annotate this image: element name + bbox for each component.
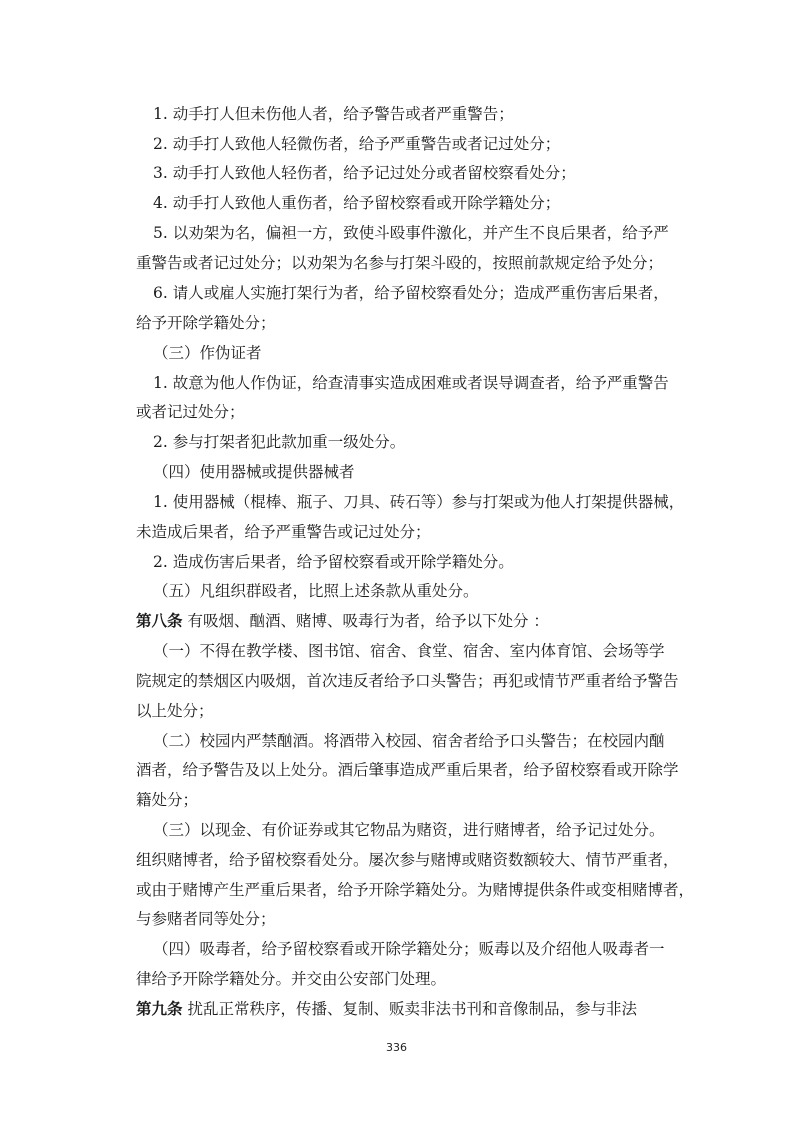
clause-line: （三）以现金、有价证券或其它物品为赌资，进行赌博者，给予记过处分。 xyxy=(153,821,665,839)
section-heading: （三）作伪证者 xyxy=(153,344,262,362)
page-number: 336 xyxy=(386,1041,407,1054)
section-heading: （四）使用器械或提供器械者 xyxy=(153,463,355,481)
article-8-label: 第八条 xyxy=(136,611,183,630)
clause-line: 2. 动手打人致他人轻微伤者，给予严重警告或者记过处分； xyxy=(153,135,561,153)
article-8-line xyxy=(136,611,549,631)
clause-line: 籍处分； xyxy=(136,791,199,809)
clause-line: 1. 使用器械（棍棒、瓶子、刀具、砖石等）参与打架或为他人打架提供器械， xyxy=(153,493,685,511)
clause-line: 5. 以劝架为名，偏袒一方，致使斗殴事件激化，并产生不良后果者，给予严 xyxy=(153,224,669,242)
clause-line: 与参赌者同等处分； xyxy=(136,910,276,928)
clause-line: 给予开除学籍处分； xyxy=(136,314,276,332)
clause-line: 以上处分； xyxy=(136,702,214,720)
clause-line: 6. 请人或雇人实施打架行为者，给予留校察看处分；造成严重伤害后果者， xyxy=(153,284,669,302)
clause-line: 1. 动手打人但未伤他人者，给予警告或者严重警告； xyxy=(153,105,514,123)
clause-line: （一）不得在教学楼、图书馆、宿舍、食堂、宿舍、室内体育馆、会场等学 xyxy=(153,642,665,660)
article-9-label: 第九条 xyxy=(136,999,183,1018)
clause-line: 或者记过处分； xyxy=(136,403,245,421)
clause-line: 1. 故意为他人作伪证，给查清事实造成困难或者误导调查者，给予严重警告 xyxy=(153,374,669,392)
clause-line: （二）校园内严禁酗酒。将酒带入校园、宿舍者给予口头警告；在校园内酗 xyxy=(153,732,665,750)
clause-line: 4. 动手打人致他人重伤者，给予留校察看或开除学籍处分； xyxy=(153,194,561,212)
clause-line: 未造成后果者，给予严重警告或记过处分； xyxy=(136,523,431,541)
section-heading: （五）凡组织群殴者，比照上述条款从重处分。 xyxy=(153,582,479,600)
article-9-text: 扰乱正常秩序，传播、复制、贩卖非法书刊和音像制品，参与非法 xyxy=(187,1000,637,1018)
clause-line: 2. 参与打架者犯此款加重一级处分。 xyxy=(153,433,406,451)
clause-line: 3. 动手打人致他人轻伤者，给予记过处分或者留校察看处分； xyxy=(153,164,576,182)
clause-line: 院规定的禁烟区内吸烟，首次违反者给予口头警告；再犯或情节严重者给予警告 xyxy=(136,672,679,690)
clause-line: 律给予开除学籍处分。并交由公安部门处理。 xyxy=(136,970,447,988)
clause-line: 重警告或者记过处分；以劝架为名参与打架斗殴的，按照前款规定给予处分； xyxy=(136,254,664,272)
clause-line: 2. 造成伤害后果者，给予留校察看或开除学籍处分。 xyxy=(153,553,514,571)
clause-line: 酒者，给予警告及以上处分。酒后肇事造成严重后果者，给予留校察看或开除学 xyxy=(136,761,679,779)
clause-line: （四）吸毒者，给予留校察看或开除学籍处分；贩毒以及介绍他人吸毒者一 xyxy=(153,940,665,958)
article-9-line xyxy=(136,999,637,1019)
clause-line: 或由于赌博产生严重后果者，给予开除学籍处分。为赌博提供条件或变相赌博者， xyxy=(136,881,695,899)
clause-line: 组织赌博者，给予留校察看处分。屡次参与赌博或赌资数额较大、情节严重者， xyxy=(136,851,679,869)
article-8-text: 有吸烟、酗酒、赌博、吸毒行为者，给予以下处分 ： xyxy=(187,612,549,630)
